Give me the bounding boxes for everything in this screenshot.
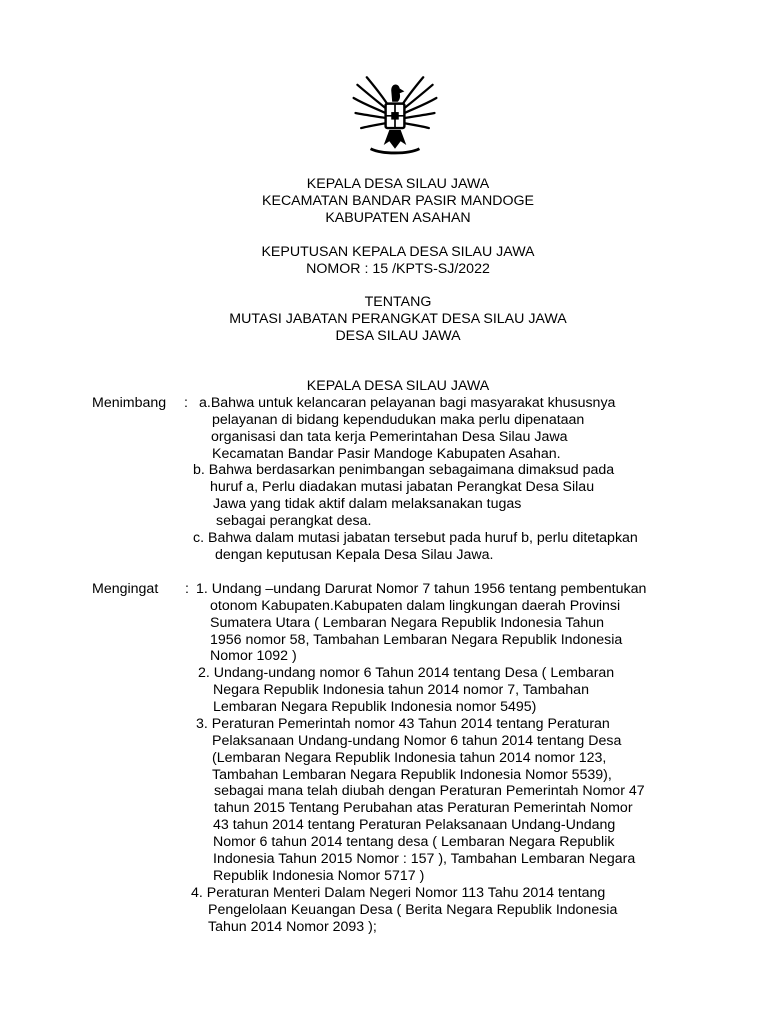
mengingat-2-line: 2. Undang-undang nomor 6 Tahun 2014 tentang Desa ( Lembaran xyxy=(198,665,615,681)
issuer-heading: KEPALA DESA SILAU JAWA xyxy=(306,378,490,394)
mengingat-3-line: (Lembaran Negara Republik Indonesia tahun 2014 nomor 123, xyxy=(212,750,607,766)
mengingat-4-line: Pengelolaan Keuangan Desa ( Berita Negara Republik Indonesia xyxy=(208,902,618,918)
mengingat-3-line: Tambahan Lembaran Negara Republik Indonesia Nomor 5539), xyxy=(212,767,612,783)
mengingat-3-line: Republik Indonesia Nomor 5717 ) xyxy=(213,868,425,884)
mengingat-1-line: 1. Undang –undang Darurat Nomor 7 tahun 1956 tentang pembentukan xyxy=(196,581,647,597)
mengingat-4-line: 4. Peraturan Menteri Dalam Negeri Nomor 113 Tahu 2014 tentang xyxy=(191,885,606,901)
mengingat-3-line: 3. Peraturan Pemerintah nomor 43 Tahun 2014 tentang Peraturan xyxy=(196,716,610,732)
decree-number: NOMOR : 15 /KPTS-SJ/2022 xyxy=(306,261,490,277)
mengingat-colon: : xyxy=(185,581,189,597)
subject-label: TENTANG xyxy=(364,294,432,310)
menimbang-label: Menimbang xyxy=(92,395,167,411)
mengingat-label: Mengingat xyxy=(92,581,159,597)
menimbang-a-line: Kecamatan Bandar Pasir Mandoge Kabupaten Asahan. xyxy=(212,446,561,462)
mengingat-1-line: Nomor 1092 ) xyxy=(210,648,297,664)
menimbang-b-line: Jawa yang tidak aktif dalam melaksanakan tugas xyxy=(213,496,522,512)
menimbang-c-line: c. Bahwa dalam mutasi jabatan tersebut pada huruf b, perlu ditetapkan xyxy=(193,530,638,546)
menimbang-b-line: huruf a, Perlu diadakan mutasi jabatan Perangkat Desa Silau xyxy=(210,479,595,495)
header-line-3: KABUPATEN ASAHAN xyxy=(325,210,471,226)
menimbang-a-line: pelayanan di bidang kependudukan maka perlu dipenataan xyxy=(212,412,585,428)
mengingat-3-line: Nomor 6 tahun 2014 tentang desa ( Lembaran Negara Republik xyxy=(213,834,615,850)
mengingat-1-line: otonom Kabupaten.Kabupaten dalam lingkungan daerah Provinsi xyxy=(210,598,621,614)
mengingat-3-line: 43 tahun 2014 tentang Peraturan Pelaksanaan Undang-Undang xyxy=(213,817,616,833)
mengingat-3-line: sebagai mana telah diubah dengan Peraturan Pemerintah Nomor 47 xyxy=(214,783,645,799)
mengingat-1-line: Sumatera Utara ( Lembaran Negara Republik Indonesia Tahun xyxy=(210,615,605,631)
subject-line-1: MUTASI JABATAN PERANGKAT DESA SILAU JAWA xyxy=(229,311,567,327)
menimbang-a-line: organisasi dan tata kerja Pemerintahan Desa Silau Jawa xyxy=(211,429,568,445)
mengingat-2-line: Negara Republik Indonesia tahun 2014 nomor 7, Tambahan xyxy=(213,682,589,698)
subject-line-2: DESA SILAU JAWA xyxy=(335,328,461,344)
menimbang-a-line: a.Bahwa untuk kelancaran pelayanan bagi masyarakat khususnya xyxy=(199,395,616,411)
menimbang-b-line: b. Bahwa berdasarkan penimbangan sebagaimana dimaksud pada xyxy=(193,462,615,478)
mengingat-3-line: Pelaksanaan Undang-undang Nomor 6 tahun 2014 tentang Desa xyxy=(212,733,622,749)
mengingat-2-line: Lembaran Negara Republik Indonesia nomor 5495) xyxy=(213,699,537,715)
mengingat-4-line: Tahun 2014 Nomor 2093 ); xyxy=(208,919,377,935)
mengingat-3-line: Indonesia Tahun 2015 Nomor : 157 ), Tambahan Lembaran Negara xyxy=(213,851,636,867)
header-line-1: KEPALA DESA SILAU JAWA xyxy=(306,176,490,192)
header-line-2: KECAMATAN BANDAR PASIR MANDOGE xyxy=(262,193,534,209)
menimbang-c-line: dengan keputusan Kepala Desa Silau Jawa. xyxy=(215,547,494,563)
mengingat-1-line: 1956 nomor 58, Tambahan Lembaran Negara Republik Indonesia xyxy=(210,632,623,648)
garuda-emblem xyxy=(348,66,442,160)
menimbang-colon: : xyxy=(184,395,188,411)
menimbang-b-line: sebagai perangkat desa. xyxy=(216,513,372,529)
mengingat-3-line: tahun 2015 Tentang Perubahan atas Peraturan Pemerintah Nomor xyxy=(214,800,633,816)
decree-title: KEPUTUSAN KEPALA DESA SILAU JAWA xyxy=(261,244,535,260)
